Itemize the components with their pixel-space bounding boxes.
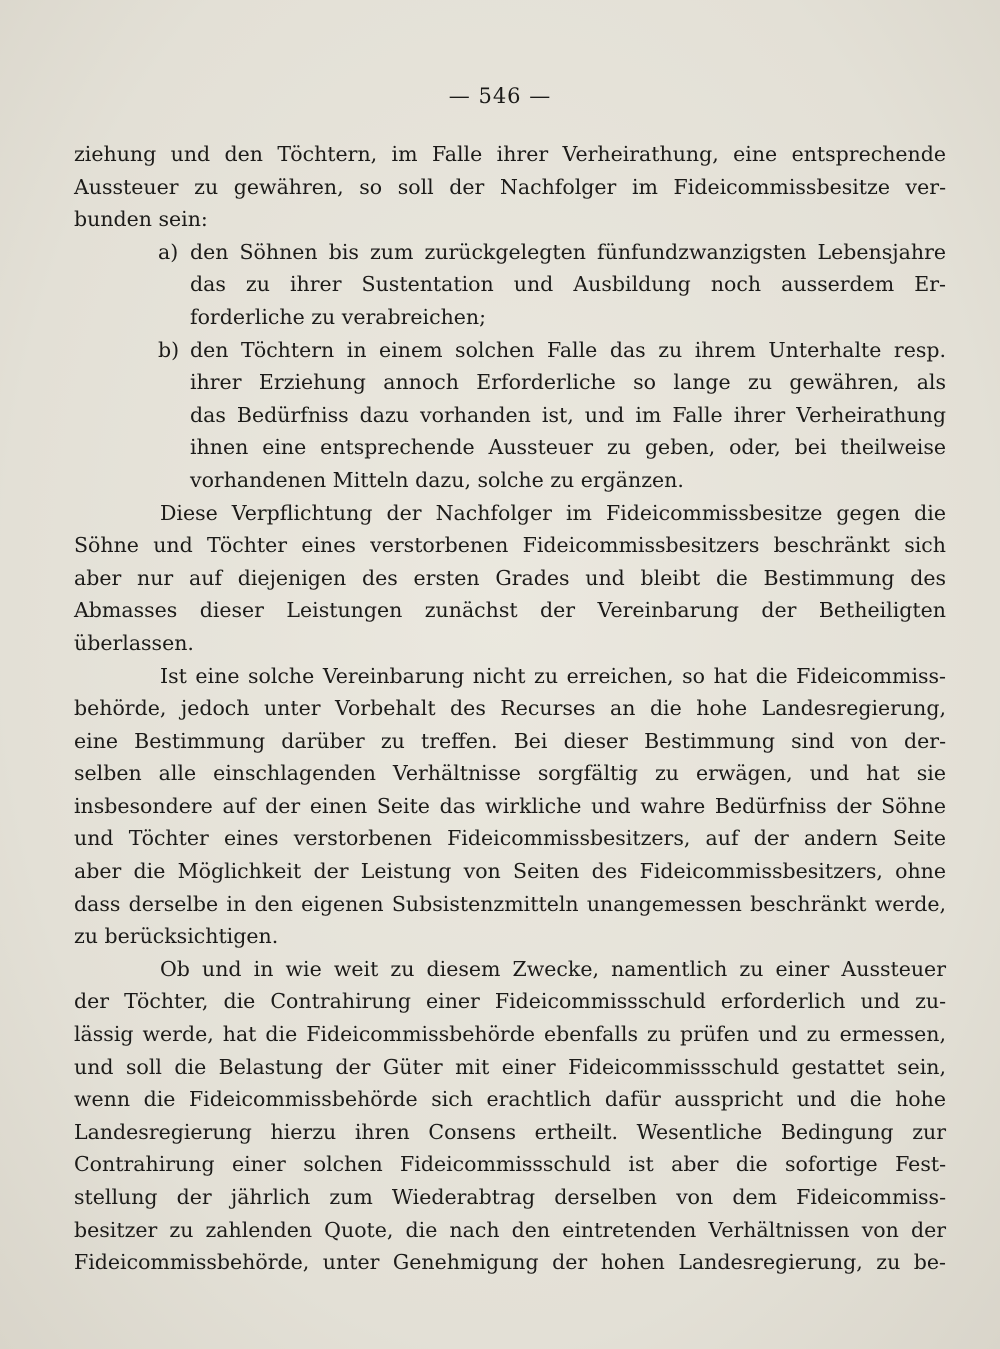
text-line: eine Bestimmung darüber zu treffen. Bei dieser Bestimmung sind von der- <box>74 728 946 753</box>
text-line <box>74 236 946 269</box>
body-text <box>74 138 946 1279</box>
text-line: dass derselbe in den eigenen Subsistenzmitteln unangemessen beschränkt werde, <box>74 891 946 916</box>
text-line: der Töchter, die Contrahirung einer Fideicommissschuld erforderlich und zu- <box>74 989 946 1014</box>
text-line: besitzer zu zahlenden Quote, die nach den eintretenden Verhältnissen von der <box>74 1217 946 1242</box>
text-line: ihnen eine entsprechende Aussteuer zu geben, oder, bei theilweise <box>190 435 946 460</box>
text-line: Diese Verpflichtung der Nachfolger im Fideicommissbesitze gegen die <box>160 500 946 525</box>
list-item-text: den Töchtern in einem solchen Falle das zu ihrem Unterhalte resp. <box>190 337 946 362</box>
text-line: behörde, jedoch unter Vorbehalt des Recurses an die hohe Landesregierung, <box>74 696 946 721</box>
text-line: und Töchter eines verstorbenen Fideicommissbesitzers, auf der andern Seite <box>74 826 946 851</box>
text-line: bunden sein: <box>74 207 208 232</box>
text-line: das zu ihrer Sustentation und Ausbildung noch ausserdem Er- <box>190 272 946 297</box>
text-line: überlassen. <box>74 630 194 655</box>
text-line: Ist eine solche Vereinbarung nicht zu erreichen, so hat die Fideicommiss- <box>160 663 946 688</box>
text-line: forderliche zu verabreichen; <box>190 304 487 329</box>
text-line: aber nur auf diejenigen des ersten Grades und bleibt die Bestimmung des <box>74 565 946 590</box>
text-line: das Bedürfniss dazu vorhanden ist, und im Falle ihrer Verheirathung <box>190 402 946 427</box>
list-marker: b) <box>158 337 180 362</box>
text-line: lässig werde, hat die Fideicommissbehörde ebenfalls zu prüfen und zu ermessen, <box>74 1022 946 1047</box>
page-number: — 546 — <box>448 84 552 108</box>
text-line: stellung der jährlich zum Wiederabtrag derselben von dem Fideicommiss- <box>74 1185 946 1209</box>
list-item-text: den Söhnen bis zum zurückgelegten fünfundzwanzigsten Lebensjahre <box>190 239 946 264</box>
text-line: wenn die Fideicommissbehörde sich erachtlich dafür ausspricht und die hohe <box>74 1087 946 1112</box>
text-line: aber die Möglichkeit der Leistung von Seiten des Fideicommissbesitzers, ohne <box>74 859 946 884</box>
text-line: Fideicommissbehörde, unter Genehmigung der hohen Landesregierung, zu be- <box>74 1250 946 1275</box>
text-line: Ob und in wie weit zu diesem Zwecke, namentlich zu einer Aussteuer <box>160 956 946 981</box>
text-line: und soll die Belastung der Güter mit einer Fideicommissschuld gestattet sein, <box>74 1054 946 1079</box>
text-line: Söhne und Töchter eines verstorbenen Fideicommissbesitzers beschränkt sich <box>74 533 946 558</box>
text-line: vorhandenen Mitteln dazu, solche zu ergänzen. <box>190 467 684 492</box>
text-line <box>74 334 946 367</box>
text-line: Abmasses dieser Leistungen zunächst der Vereinbarung der Betheiligten <box>74 598 946 623</box>
text-line: Aussteuer zu gewähren, so soll der Nachfolger im Fideicommissbesitze ver- <box>74 174 946 199</box>
list-marker: a) <box>158 239 179 264</box>
text-line: ziehung und den Töchtern, im Falle ihrer Verheirathung, eine entsprechende <box>74 142 946 166</box>
text-line: selben alle einschlagenden Verhältnisse sorgfältig zu erwägen, und hat sie <box>74 761 946 786</box>
text-line: insbesondere auf der einen Seite das wirkliche und wahre Bedürfniss der Söhne <box>74 793 946 818</box>
text-line: Landesregierung hierzu ihren Consens ertheilt. Wesentliche Bedingung zur <box>74 1119 946 1144</box>
text-line: ihrer Erziehung annoch Erforderliche so lange zu gewähren, als <box>190 370 946 395</box>
text-line: Contrahirung einer solchen Fideicommissschuld ist aber die sofortige Fest- <box>74 1152 946 1177</box>
text-line: zu berücksichtigen. <box>74 924 279 949</box>
